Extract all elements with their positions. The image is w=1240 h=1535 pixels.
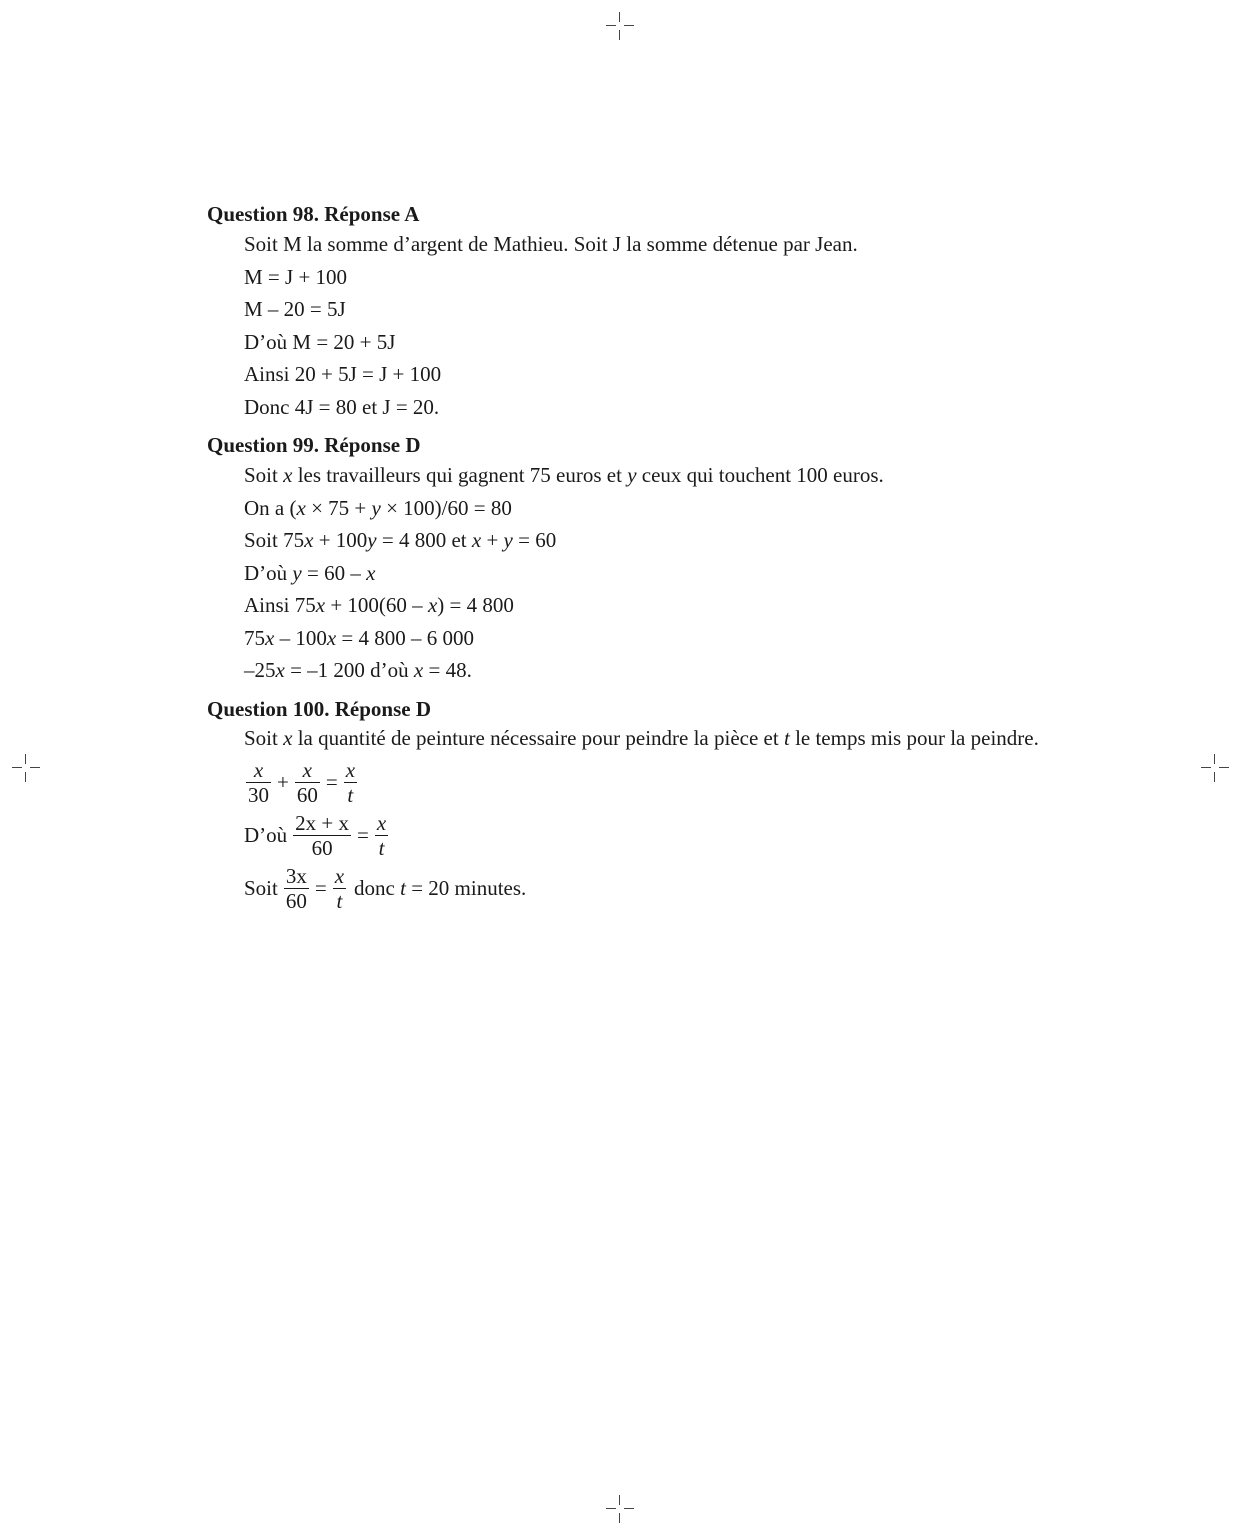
numerator: 2x + x [295,810,350,835]
var-t: t [400,875,406,900]
text: × 75 + [305,495,372,520]
text: –25 [244,658,276,682]
var-y: y [503,528,513,552]
numerator: x [334,863,345,888]
text: D’où [244,822,288,847]
q100-equation-1 [244,756,1047,809]
text: + [481,528,504,552]
text: le temps mis pour la peindre. [789,725,1039,750]
var-x: x [283,463,293,487]
q99-line-6 [244,622,1047,655]
text: = 60 – [301,560,367,585]
denominator: 60 [311,835,333,860]
operator: = [357,822,369,847]
denominator: t [378,835,385,860]
q99-line-1 [244,459,1047,492]
fraction [344,758,357,807]
text: – 100 [274,625,327,650]
var-x: x [326,625,337,650]
question-100 [207,695,1047,915]
q98-line-6: Donc 4J = 80 et J = 20. [244,394,440,419]
fraction [295,758,320,807]
fraction [293,811,351,860]
operator: = [325,769,338,794]
fraction [284,864,309,913]
q98-line-2: M = J + 100 [244,264,348,289]
text: = 60 [512,528,557,552]
denominator: 60 [285,888,307,913]
tail [354,876,526,901]
denominator: t [347,782,354,807]
crop-mark-bottom [606,1495,634,1523]
numerator: x [246,758,271,783]
var-x: x [304,528,314,552]
denominator: t [336,888,343,913]
text: = 20 minutes. [405,875,527,900]
numerator: x [345,757,356,782]
text: la quantité de peinture nécessaire pour peindre la pièce et [292,725,784,750]
numerator: x [376,810,387,835]
question-98-title: Question 98. Réponse A [207,202,420,226]
var-y: y [627,463,637,487]
text: = 4 800 – 6 000 [336,625,474,650]
q100-equation-3 [244,862,1047,915]
numerator: x [295,758,320,783]
var-y: y [367,528,377,552]
text: les travailleurs qui gagnent 75 euros et [292,463,628,487]
text: Soit 75 [244,528,305,552]
denominator: 30 [248,782,269,807]
crop-mark-left [12,754,40,782]
crop-mark-right [1201,754,1229,782]
q100-equation-2 [244,809,1047,862]
text: = 4 800 et [376,528,472,552]
q98-line-3: M – 20 = 5J [244,297,346,321]
text: Soit [244,463,284,487]
q99-line-3 [244,524,1047,557]
var-x: x [413,658,424,682]
operator: + [277,769,289,794]
var-y: y [292,560,302,585]
text: ceux qui touchent 100 euros. [636,463,884,487]
q99-line-5 [244,589,1047,622]
text: Ainsi 75 [244,593,316,617]
var-t: t [783,725,790,750]
q100-intro [244,723,1047,756]
var-x: x [275,658,285,682]
var-x: x [265,625,275,650]
text: = –1 200 d’où [284,658,414,682]
var-x: x [283,725,293,750]
crop-mark-top [606,12,634,40]
question-98 [207,200,1047,423]
var-x: x [427,593,438,617]
q98-line-4: D’où M = 20 + 5J [244,329,396,354]
text: + 100(60 – [325,593,428,617]
var-y: y [371,495,381,520]
page-content [207,200,1047,923]
operator: = [314,875,327,900]
text: × 100)/60 = 80 [380,495,512,520]
text: = 48. [423,658,472,682]
fraction [375,811,388,860]
var-x: x [315,593,326,617]
q99-line-2 [244,492,1047,525]
fraction [333,864,346,913]
question-99 [207,431,1047,687]
var-x: x [366,560,376,585]
text: Soit [244,725,284,750]
question-99-title: Question 99. Réponse D [207,433,421,457]
fraction [246,758,271,807]
text: + 100 [313,528,368,552]
var-x: x [296,495,306,520]
numerator: 3x [285,863,307,888]
text: On a ( [244,495,297,520]
text: Soit [244,875,278,900]
question-100-title: Question 100. Réponse D [207,696,432,721]
text: D’où [244,560,293,585]
text: ) = 4 800 [437,593,514,617]
q98-line-1: Soit M la somme d’argent de Mathieu. Soit J la somme détenue par Jean. [244,232,858,256]
var-x: x [471,528,482,552]
text: donc [354,875,401,900]
text: 75 [244,625,265,650]
q99-line-7 [244,654,1047,687]
q99-line-4 [244,557,1047,590]
denominator: 60 [296,782,318,807]
q98-line-5: Ainsi 20 + 5J = J + 100 [244,362,442,386]
